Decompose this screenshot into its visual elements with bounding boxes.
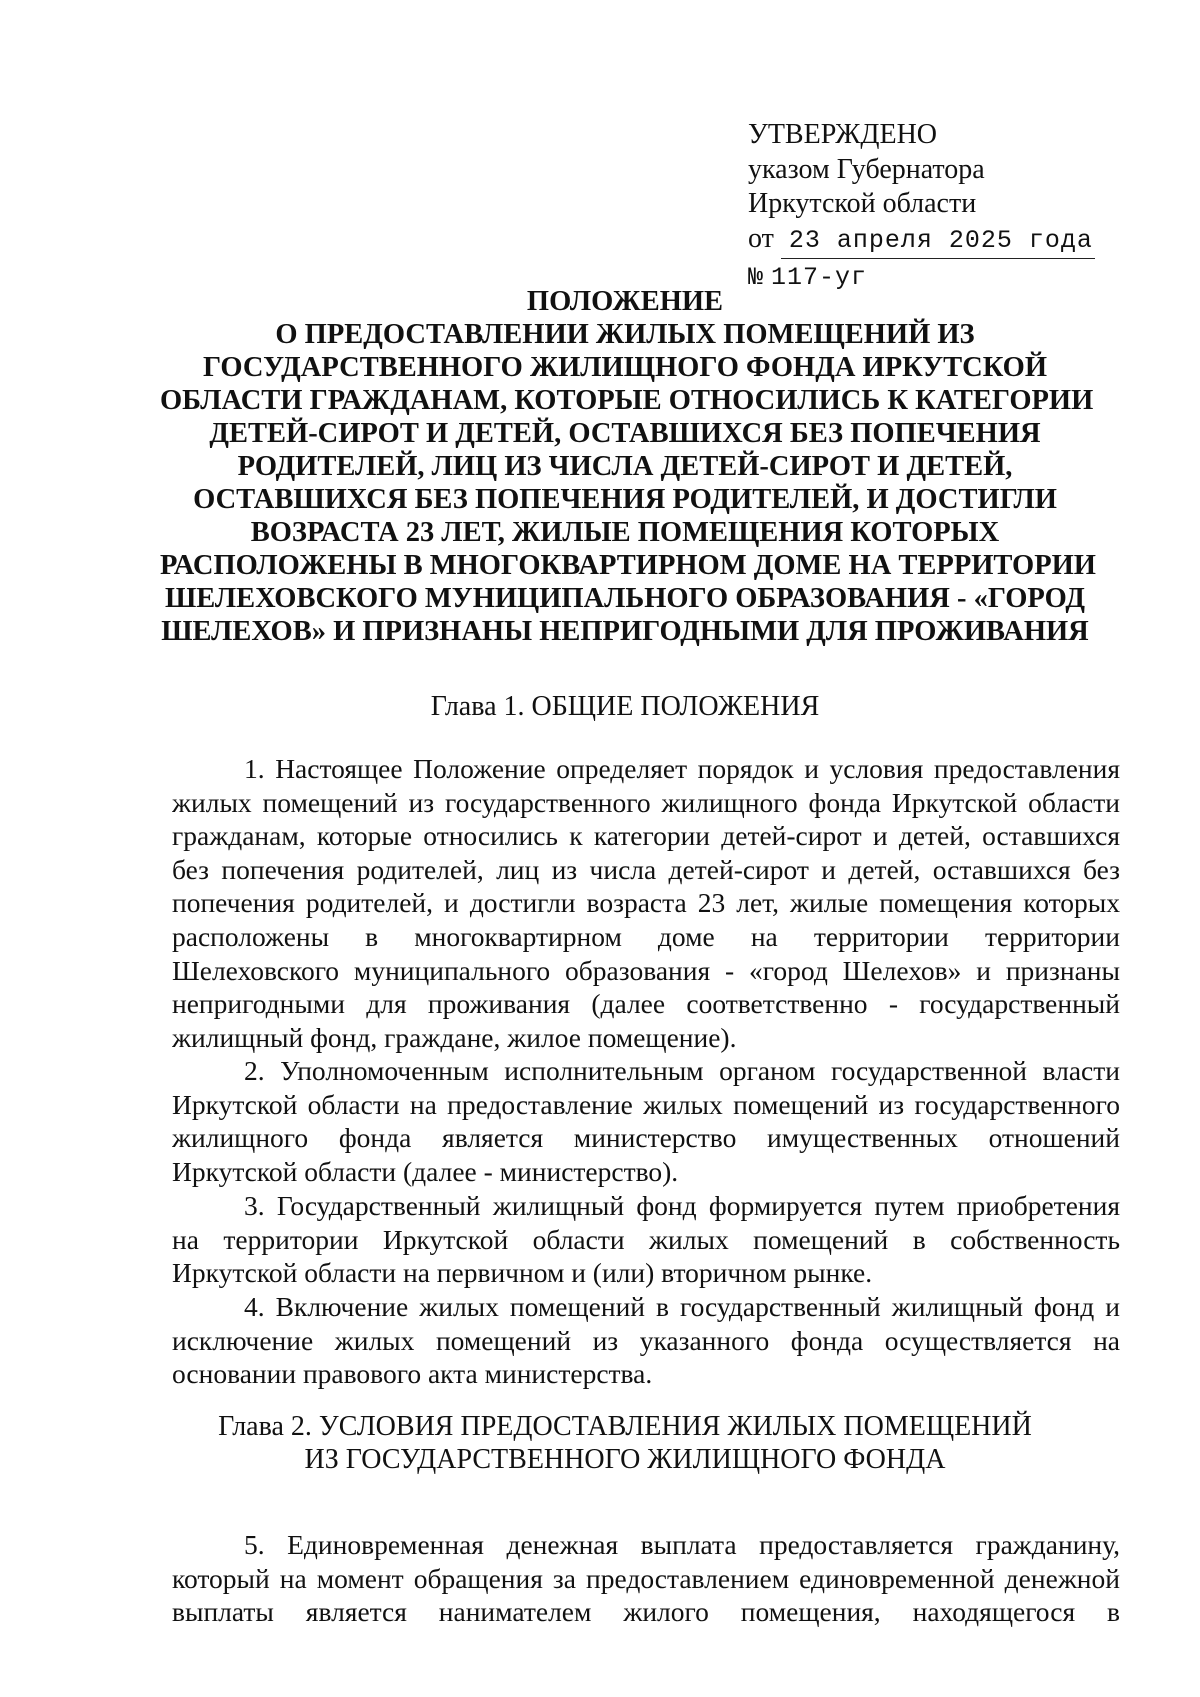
paragraph-line: исключение жилых помещений из указанного фонда осуществляется на: [172, 1324, 1120, 1356]
title-line: ШЕЛЕХОВ» И ПРИЗНАНЫ НЕПРИГОДНЫМИ ДЛЯ ПРОЖИВАНИЯ: [161, 616, 1089, 647]
paragraph-5: [172, 1528, 1120, 1629]
paragraph-3: [172, 1189, 1120, 1290]
paragraph-4: [172, 1290, 1120, 1391]
paragraph-line: основании правового акта министерства.: [172, 1358, 653, 1390]
chapter-1-heading: [160, 690, 1090, 723]
paragraph-line: 5. Единовременная денежная выплата предоставляется гражданину,: [244, 1529, 1120, 1560]
paragraph-line: Иркутской области на первичном и (или) вторичном рынке.: [172, 1257, 873, 1289]
paragraph-line: выплаты является нанимателем жилого помещения, находящегося в: [172, 1596, 1120, 1628]
paragraph-line: жилищного фонда является министерство имущественных отношений: [172, 1122, 1120, 1154]
approval-date: 23 апреля 2025 года: [781, 224, 1095, 260]
approval-line-region: Иркутской области: [748, 188, 977, 219]
paragraph-line: на территории Иркутской области жилых помещений в собственность: [172, 1223, 1120, 1255]
paragraph-line: 3. Государственный жилищный фонд формируется путем приобретения: [244, 1190, 1120, 1221]
chapter-1-title: Глава 1. ОБЩИЕ ПОЛОЖЕНИЯ: [430, 691, 820, 722]
paragraph-line: без попечения родителей, лиц из числа детей-сирот и детей, оставшихся без: [172, 853, 1120, 885]
paragraph-1: [172, 752, 1120, 1054]
approval-number: 117-уг: [771, 263, 868, 292]
chapter-2-heading: [160, 1410, 1090, 1476]
title-line: ШЕЛЕХОВСКОГО МУНИЦИПАЛЬНОГО ОБРАЗОВАНИЯ - «ГОРОД: [164, 583, 1086, 614]
approval-line-decree: указом Губернатора: [748, 153, 985, 185]
paragraph-line: Шелеховского муниципального образования - «город Шелехов» и признаны: [172, 954, 1120, 986]
title-line: ОСТАВШИХСЯ БЕЗ ПОПЕЧЕНИЯ РОДИТЕЛЕЙ, И ДОСТИГЛИ: [193, 484, 1057, 515]
chapter-2-title-line-2: ИЗ ГОСУДАРСТВЕННОГО ЖИЛИЩНОГО ФОНДА: [304, 1444, 946, 1475]
paragraph-line: который на момент обращения за предоставлением единовременной денежной: [172, 1562, 1120, 1594]
paragraph-2: [172, 1054, 1120, 1188]
paragraph-line: жилищный фонд, граждане, жилое помещение).: [172, 1021, 737, 1053]
title-line: РАСПОЛОЖЕНЫ В МНОГОКВАРТИРНОМ ДОМЕ НА ТЕРРИТОРИИ: [160, 550, 1096, 581]
approval-stamp: [748, 118, 1095, 296]
title-line: РОДИТЕЛЕЙ, ЛИЦ ИЗ ЧИСЛА ДЕТЕЙ-СИРОТ И ДЕТЕЙ,: [237, 451, 1013, 482]
paragraph-line: 4. Включение жилых помещений в государственный жилищный фонд и: [244, 1291, 1120, 1322]
paragraph-line: Иркутской области (далее - министерство).: [172, 1155, 679, 1187]
approval-heading: УТВЕРЖДЕНО: [748, 119, 938, 150]
paragraph-line: Иркутской области на предоставление жилых помещений из государственного: [172, 1088, 1120, 1120]
paragraph-line: гражданам, которые относились к категории детей-сирот и детей, оставшихся: [172, 820, 1120, 852]
document-title: [160, 285, 1096, 648]
chapter-2-title-line-1: Глава 2. УСЛОВИЯ ПРЕДОСТАВЛЕНИЯ ЖИЛЫХ ПОМЕЩЕНИЙ: [218, 1411, 1032, 1442]
date-prefix: от: [748, 222, 774, 254]
paragraph-line: 1. Настоящее Положение определяет порядок и условия предоставления: [244, 753, 1120, 784]
title-line: ПОЛОЖЕНИЕ: [526, 286, 724, 317]
paragraph-line: 2. Уполномоченным исполнительным органом государственной власти: [244, 1055, 1120, 1086]
paragraph-line: жилых помещений из государственного жилищного фонда Иркутской области: [172, 786, 1120, 818]
title-line: ОБЛАСТИ ГРАЖДАНАМ, КОТОРЫЕ ОТНОСИЛИСЬ К КАТЕГОРИИ: [160, 385, 1094, 416]
title-line: О ПРЕДОСТАВЛЕНИИ ЖИЛЫХ ПОМЕЩЕНИЙ ИЗ: [275, 319, 975, 350]
paragraph-line: расположены в многоквартирном доме на территории территории: [172, 920, 1120, 952]
paragraph-line: попечения родителей, и достигли возраста 23 лет, жилые помещения которых: [172, 887, 1120, 919]
title-line: ДЕТЕЙ-СИРОТ И ДЕТЕЙ, ОСТАВШИХСЯ БЕЗ ПОПЕЧЕНИЯ: [209, 418, 1041, 449]
title-line: ГОСУДАРСТВЕННОГО ЖИЛИЩНОГО ФОНДА ИРКУТСКОЙ: [202, 352, 1047, 383]
approval-date-row: [748, 222, 1095, 260]
title-line: ВОЗРАСТА 23 ЛЕТ, ЖИЛЫЕ ПОМЕЩЕНИЯ КОТОРЫХ: [250, 517, 1000, 548]
number-label: №: [748, 263, 765, 292]
paragraph-line: непригодными для проживания (далее соответственно - государственный: [172, 988, 1120, 1020]
